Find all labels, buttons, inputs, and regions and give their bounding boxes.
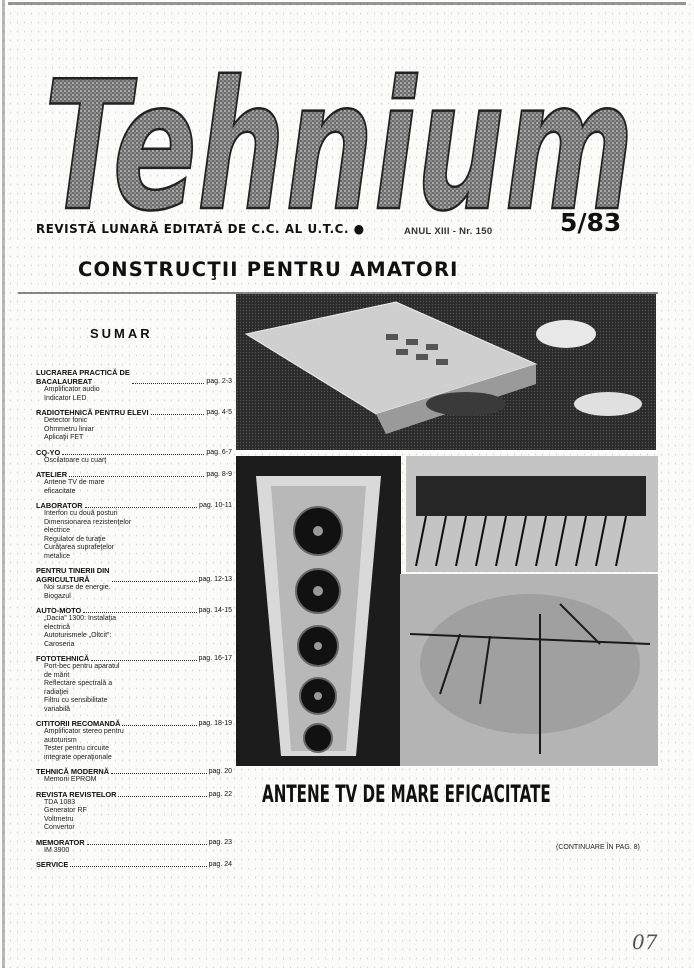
toc-subtopics: Interfon cu două posturi Dimensionarea rezistenţelor electrice Regulator de turaţie Curăţarea suprafeţelor metalice — [44, 510, 132, 560]
cover-banner-title: ANTENE TV DE MARE EFICACITATE — [262, 780, 551, 808]
toc-subtopics: Antene TV de mare eficacitate — [44, 479, 105, 495]
toc-subtopics: Memorii EPROM — [44, 776, 97, 783]
toc-leader-dots — [118, 796, 206, 797]
main-heading: CONSTRUCŢII PENTRU AMATORI — [78, 258, 459, 281]
year-issue-label: ANUL XIII - Nr. 150 — [404, 226, 493, 237]
toc-item — [36, 501, 232, 561]
toc-leader-dots — [112, 581, 197, 582]
toc-leader-dots — [83, 612, 196, 613]
photo-integrated-circuits — [406, 456, 658, 572]
masthead-logo — [40, 58, 640, 218]
toc-item — [36, 767, 232, 785]
toc-section-name: RADIOTEHNICĂ PENTRU ELEVI — [36, 408, 149, 417]
toc-line — [36, 448, 232, 457]
photo-speaker-column — [236, 456, 401, 766]
toc-section-name: TEHNICĂ MODERNĂ — [36, 767, 110, 776]
toc-leader-dots — [132, 383, 205, 384]
scan-edge-left — [2, 0, 5, 968]
toc-subtopics: Noi surse de energie. Biogazul — [44, 584, 111, 600]
toc-list — [36, 368, 232, 874]
toc-section-name: CQ-YO — [36, 447, 61, 457]
toc-item — [36, 448, 232, 466]
toc-subtopics: Amplificator stereo pentru autoturism Tester pentru circuite integrate operaţionale — [44, 728, 124, 761]
toc-subtopics: TDA 1083 Generator RF Voltmetru Convertor — [44, 798, 87, 831]
toc-item — [36, 368, 232, 403]
toc-page-number: pag. 23 — [208, 838, 232, 846]
toc-section-name: CITITORII RECOMANDĂ — [36, 719, 121, 728]
toc-section-name: MEMORATOR — [36, 837, 85, 847]
toc-leader-dots — [151, 414, 205, 415]
toc-line — [36, 860, 232, 869]
toc-section-name: ATELIER — [36, 470, 68, 479]
toc-leader-dots — [69, 476, 204, 477]
photo-tv-antenna — [400, 574, 658, 766]
toc-page-number: pag. 18-19 — [198, 720, 232, 727]
scan-edge-top — [8, 2, 686, 5]
toc-line — [36, 408, 232, 417]
issue-number: 5/83 — [560, 208, 622, 237]
toc-page-number: pag. 20 — [208, 768, 232, 775]
toc-section-name: AUTO-MOTO — [36, 606, 82, 615]
toc-item — [36, 606, 232, 649]
continuation-note: (CONTINUARE ÎN PAG. 8) — [556, 844, 640, 851]
toc-item — [36, 790, 232, 833]
toc-line — [36, 566, 232, 584]
toc-section-name: FOTOTEHNICĂ — [36, 654, 90, 663]
toc-page-number: pag. 12-13 — [198, 576, 232, 583]
toc-item — [36, 719, 232, 762]
toc-item — [36, 470, 232, 496]
toc-line — [36, 654, 232, 663]
toc-line — [36, 606, 232, 615]
toc-subtopics: Detector fonic Ohmmetru liniar Aplicaţii FET — [44, 417, 94, 441]
toc-section-name: LUCRAREA PRACTICĂ DE BACALAUREAT — [36, 368, 130, 386]
toc-title: SUMAR — [90, 326, 153, 341]
handwritten-mark: 07 — [632, 930, 658, 954]
toc-line — [36, 790, 232, 799]
table-of-contents — [30, 300, 232, 869]
toc-item — [36, 566, 232, 601]
toc-page-number: pag. 6-7 — [206, 448, 232, 456]
toc-subtopics: Amplificator audio Indicator LED — [44, 386, 100, 402]
toc-subtopics: „Dacia” 1300: Instalaţia electrică Autoturismele „Oltcit”: Caroseria — [44, 615, 116, 648]
masthead-subtitle: REVISTĂ LUNARĂ EDITATĂ DE C.C. AL U.T.C. ● — [36, 221, 365, 236]
toc-line — [36, 719, 232, 728]
toc-subtopics: IM 3900 — [44, 846, 70, 854]
toc-page-number: pag. 8-9 — [206, 471, 232, 478]
toc-line — [36, 470, 232, 479]
toc-subtopics: Port-bec pentru aparatul de mărit Reflectare spectrală a radiaţiei Filtru cu sensibilitate variabilă — [44, 663, 120, 713]
toc-item — [36, 838, 232, 856]
toc-leader-dots — [87, 844, 207, 845]
toc-section-name: REVISTA REVISTELOR — [36, 789, 117, 799]
toc-subtopics: Oscilatoare cu cuarţ — [44, 456, 107, 464]
toc-line — [36, 838, 232, 847]
toc-leader-dots — [85, 507, 198, 508]
toc-leader-dots — [122, 725, 196, 726]
toc-section-name: LABORATOR — [36, 501, 83, 510]
toc-item — [36, 408, 232, 443]
toc-leader-dots — [62, 454, 204, 455]
toc-section-name: SERVICE — [36, 860, 69, 869]
toc-page-number: pag. 22 — [208, 790, 232, 798]
toc-page-number: pag. 24 — [208, 861, 232, 868]
toc-page-number: pag. 10-11 — [199, 502, 232, 509]
toc-section-name: PENTRU TINERII DIN AGRICULTURĂ — [36, 566, 110, 584]
toc-leader-dots — [111, 773, 207, 774]
photo-remote-device — [236, 294, 656, 450]
toc-leader-dots — [91, 660, 196, 661]
toc-page-number: pag. 16-17 — [198, 655, 232, 662]
toc-line — [36, 767, 232, 776]
toc-item — [36, 860, 232, 869]
toc-leader-dots — [70, 866, 206, 867]
toc-line — [36, 501, 232, 510]
logo-text: Tehnium — [44, 58, 634, 218]
toc-page-number: pag. 4-5 — [206, 409, 232, 416]
toc-line — [36, 368, 232, 386]
toc-item — [36, 654, 232, 714]
toc-page-number: pag. 2-3 — [206, 378, 232, 385]
toc-page-number: pag. 14-15 — [198, 607, 232, 614]
